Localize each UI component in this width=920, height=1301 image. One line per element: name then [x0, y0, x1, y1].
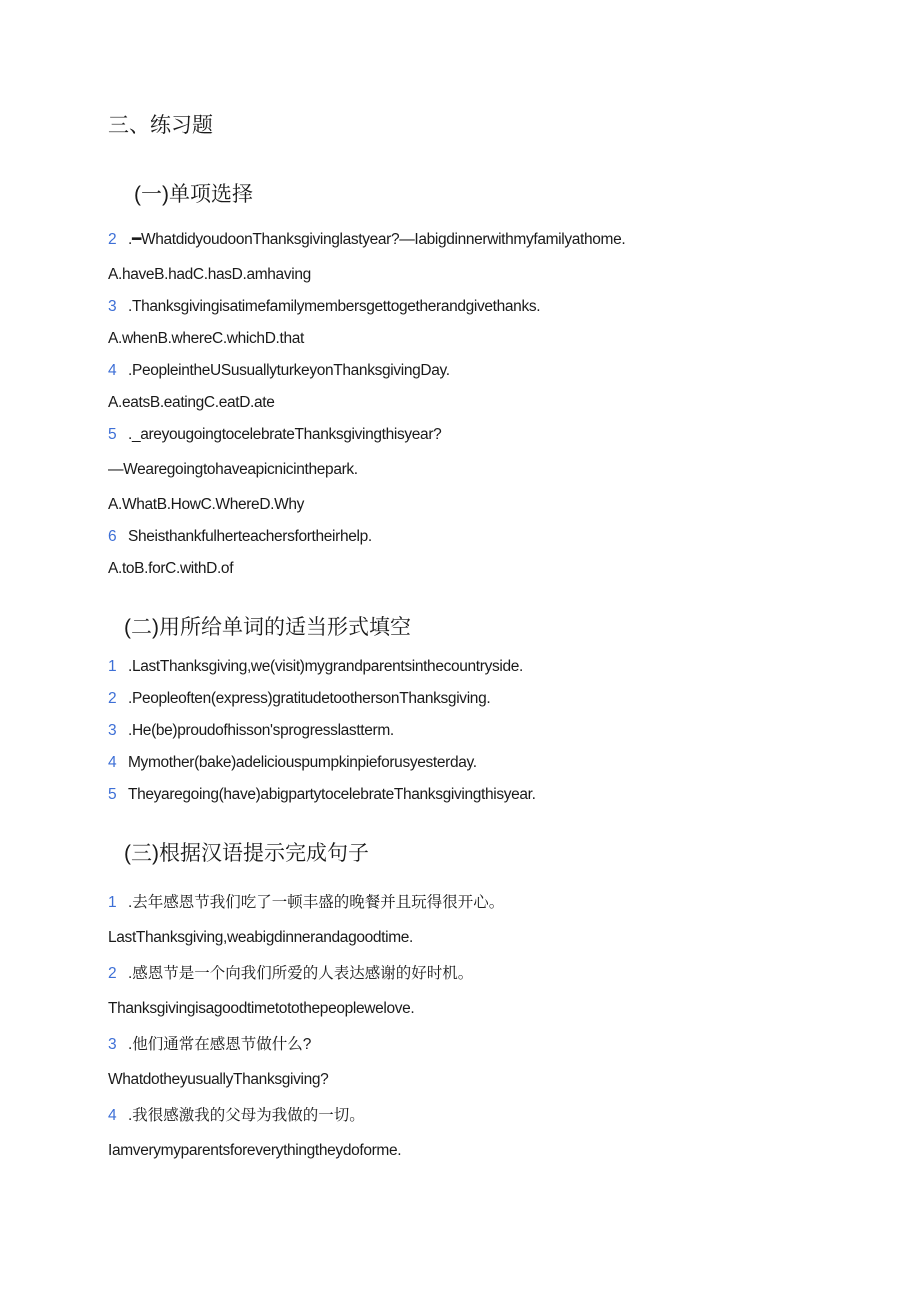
- item-text: Theyaregoing(have)abigpartytocelebrateThanksgivingthisyear.: [128, 786, 536, 803]
- item-text: Mymother(bake)adeliciouspumpkinpieforusyesterday.: [128, 754, 477, 771]
- answer-line: [108, 928, 413, 948]
- item-text: Iamverymyparentsforeverythingtheydoforme.: [108, 1142, 402, 1159]
- item-text: —Wearegoingtohaveapicnicinthepark.: [108, 461, 358, 478]
- item-number: 4: [108, 362, 117, 379]
- item-number: 3: [108, 298, 117, 315]
- section-heading-1: (一)单项选择: [134, 183, 253, 206]
- item-text: .Thanksgivingisatimefamilymembersgettogetherandgivethanks.: [128, 298, 541, 315]
- item-text: .PeopleintheUSusuallyturkeyonThanksgivingDay.: [128, 362, 450, 379]
- item-text: .He(be)proudofhisson'sprogresslastterm.: [128, 722, 394, 739]
- item-number: 1: [108, 894, 117, 911]
- item-text: .━WhatdidyoudoonThanksgivinglastyear?—Iabigdinnerwithmyfamilyathome.: [128, 231, 626, 248]
- item-number: 4: [108, 754, 117, 771]
- item-number: 1: [108, 658, 117, 675]
- item-number: 3: [108, 722, 117, 739]
- item-text: WhatdotheyusuallyThanksgiving?: [108, 1071, 329, 1088]
- options-line: [108, 559, 233, 579]
- item-text: .Peopleoften(express)gratitudetoothersonThanksgiving.: [128, 690, 491, 707]
- question-line: [108, 1106, 365, 1126]
- item-text: .去年感恩节我们吃了一顿丰盛的晚餐并且玩得很开心。: [128, 894, 505, 911]
- options-line: [108, 265, 311, 285]
- section-heading-2: (二)用所给单词的适当形式填空: [124, 616, 411, 639]
- question-line: [108, 753, 477, 773]
- question-line: [108, 230, 625, 250]
- item-text: Sheisthankfulherteachersfortheirhelp.: [128, 528, 372, 545]
- item-text: A.whenB.whereC.whichD.that: [108, 330, 304, 347]
- answer-line: [108, 1141, 401, 1161]
- item-number: 6: [108, 528, 117, 545]
- section-heading-3: (三)根据汉语提示完成句子: [124, 842, 369, 865]
- item-text: A.eatsB.eatingC.eatD.ate: [108, 394, 275, 411]
- answer-line: [108, 999, 414, 1019]
- item-text: .我很感激我的父母为我做的一切。: [128, 1107, 365, 1124]
- question-line: [108, 297, 540, 317]
- options-line: [108, 495, 304, 515]
- item-text: .LastThanksgiving,we(visit)mygrandparentsinthecountryside.: [128, 658, 523, 675]
- item-number: 4: [108, 1107, 117, 1124]
- item-text: .感恩节是一个向我们所爱的人表达感谢的好时机。: [128, 965, 474, 982]
- item-number: 3: [108, 1036, 117, 1053]
- item-text: A.WhatB.HowC.WhereD.Why: [108, 496, 305, 513]
- question-line: [108, 893, 504, 913]
- item-text: Thanksgivingisagoodtimetotothepeoplewelove.: [108, 1000, 415, 1017]
- question-line: [108, 964, 473, 984]
- item-number: 5: [108, 426, 117, 443]
- answer-line: [108, 1070, 328, 1090]
- item-text: A.toB.forC.withD.of: [108, 560, 234, 577]
- question-line: [108, 689, 490, 709]
- options-line: [108, 329, 304, 349]
- question-line: [108, 527, 372, 547]
- item-text: LastThanksgiving,weabigdinnerandagoodtime.: [108, 929, 413, 946]
- item-number: 5: [108, 786, 117, 803]
- page-title: 三、练习题: [108, 114, 213, 137]
- item-number: 2: [108, 690, 117, 707]
- item-text: .他们通常在感恩节做什么?: [128, 1036, 312, 1053]
- question-line: [108, 1035, 311, 1055]
- question-line: [108, 657, 523, 677]
- question-line: [108, 361, 450, 381]
- question-line: [108, 721, 394, 741]
- item-text: ._areyougoingtocelebrateThanksgivingthisyear?: [128, 426, 442, 443]
- item-text: A.haveB.hadC.hasD.amhaving: [108, 266, 311, 283]
- options-line: [108, 393, 275, 413]
- item-number: 2: [108, 965, 117, 982]
- answer-line: [108, 460, 358, 480]
- item-number: 2: [108, 231, 117, 248]
- question-line: [108, 425, 441, 445]
- question-line: [108, 785, 536, 805]
